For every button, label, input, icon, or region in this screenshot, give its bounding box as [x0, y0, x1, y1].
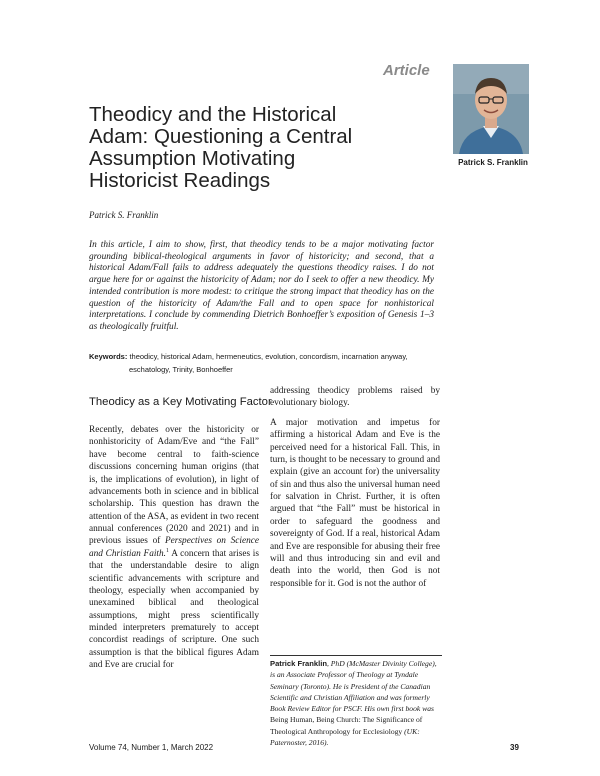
journal-title: Perspectives on Science and Christian Faith.	[89, 536, 260, 559]
section-heading: Theodicy as a Key Motivating Factor	[89, 396, 272, 408]
bio-text: , PhD (McMaster Divinity College), is an Associate Professor of Theology at Tyndale Seminary (Toronto). He is President of the Canadian Scientific and Christian Affiliation and was formerly Book Review Editor for PSCF. His own first book was	[270, 659, 437, 714]
bio-author-name: Patrick Franklin	[270, 659, 327, 668]
body-paragraph: A major motivation and impetus for affirming a historical Adam and Eve is the perceived need for a historical Fall. This, in turn, is thought to be necessary to ground and explain (give an account for) the universality of sin and thus also the universal human need for salvation in Christ. Further, it is often argued that “the Fall” must be historical in order to safeguard the goodness and sovereignty of God. If a real, historical Adam and Eve are responsible for abusing their free will and thus introducing sin and evil and death into the world, then God is not responsible for it. God is not the author of	[270, 417, 440, 589]
keywords-label: Keywords:	[89, 352, 128, 361]
keywords-line-2: eschatology, Trinity, Bonhoeffer	[129, 365, 233, 374]
article-byline: Patrick S. Franklin	[89, 210, 159, 220]
abstract: In this article, I aim to show, first, that theodicy tends to be a major motivating factor grounding biblical-theological arguments in favor of historicity; and second, that a historical Adam/Fall fails to address adequately the questions theodicy raises. I do not argue here for or against the historicity of Adam; nor do I seek to offer a new theodicy. My intended contribution is more modest: to critique the strong impact that theodicy has on the question of the historicity of Adam/the Fall and to open space for nonhistorical interpretations. I conclude by commending Dietrich Bonhoeffer’s exposition of Genesis 1–3 as theologically fruitful.	[89, 240, 434, 332]
keywords-line-1: theodicy, historical Adam, hermeneutics, evolution, concordism, incarnation anyway,	[129, 352, 408, 361]
title-line: Historicist Readings	[89, 169, 271, 192]
section-label: Article	[383, 62, 430, 79]
bio-divider	[270, 655, 442, 656]
body-paragraph: addressing theodicy problems raised by evolutionary biology.	[270, 386, 440, 409]
author-bio	[270, 658, 442, 748]
author-photo	[453, 64, 529, 154]
body-column-right	[270, 385, 440, 590]
title-line: Theodicy and the Historical	[89, 103, 337, 126]
body-column-left	[89, 424, 259, 672]
page-number: 39	[510, 743, 519, 752]
title-line: Assumption Motivating	[89, 147, 296, 170]
keywords	[89, 350, 439, 376]
body-text: Recently, debates over the historicity or nonhistoricity of Adam/Eve and “the Fall” have become central to faith-science discussions concerning human origins (that is, the implications of evolution), in light of advancements both in science and in biblical scholarship. This question has drawn the attention of the ASA, as evident in two recent annual conferences (2020 and 2021) and in previous issues of	[89, 425, 259, 547]
bio-text: (UK: Paternoster, 2016).	[270, 726, 420, 748]
footnote-ref: 1	[165, 547, 169, 554]
body-paragraph	[89, 424, 259, 672]
author-photo-caption: Patrick S. Franklin	[458, 158, 528, 167]
body-text: A concern that arises is that the understandable desire to align scientific advancements with scripture and theology, especially when accompanied by unexamined biblical and theological assumptions, might press scientifically minded interpreters prematurely to accept concordist readings of scripture. One such assumption is that the biblical figures Adam and Eve are crucial for	[89, 548, 259, 671]
article-title	[89, 104, 439, 192]
author-portrait-image	[453, 64, 529, 154]
footer-issue: Volume 74, Number 1, March 2022	[89, 743, 214, 752]
bio-book-title: Being Human, Being Church: The Significance of Theological Anthropology for Ecclesiology	[270, 715, 423, 736]
title-line: Adam: Questioning a Central	[89, 125, 353, 148]
